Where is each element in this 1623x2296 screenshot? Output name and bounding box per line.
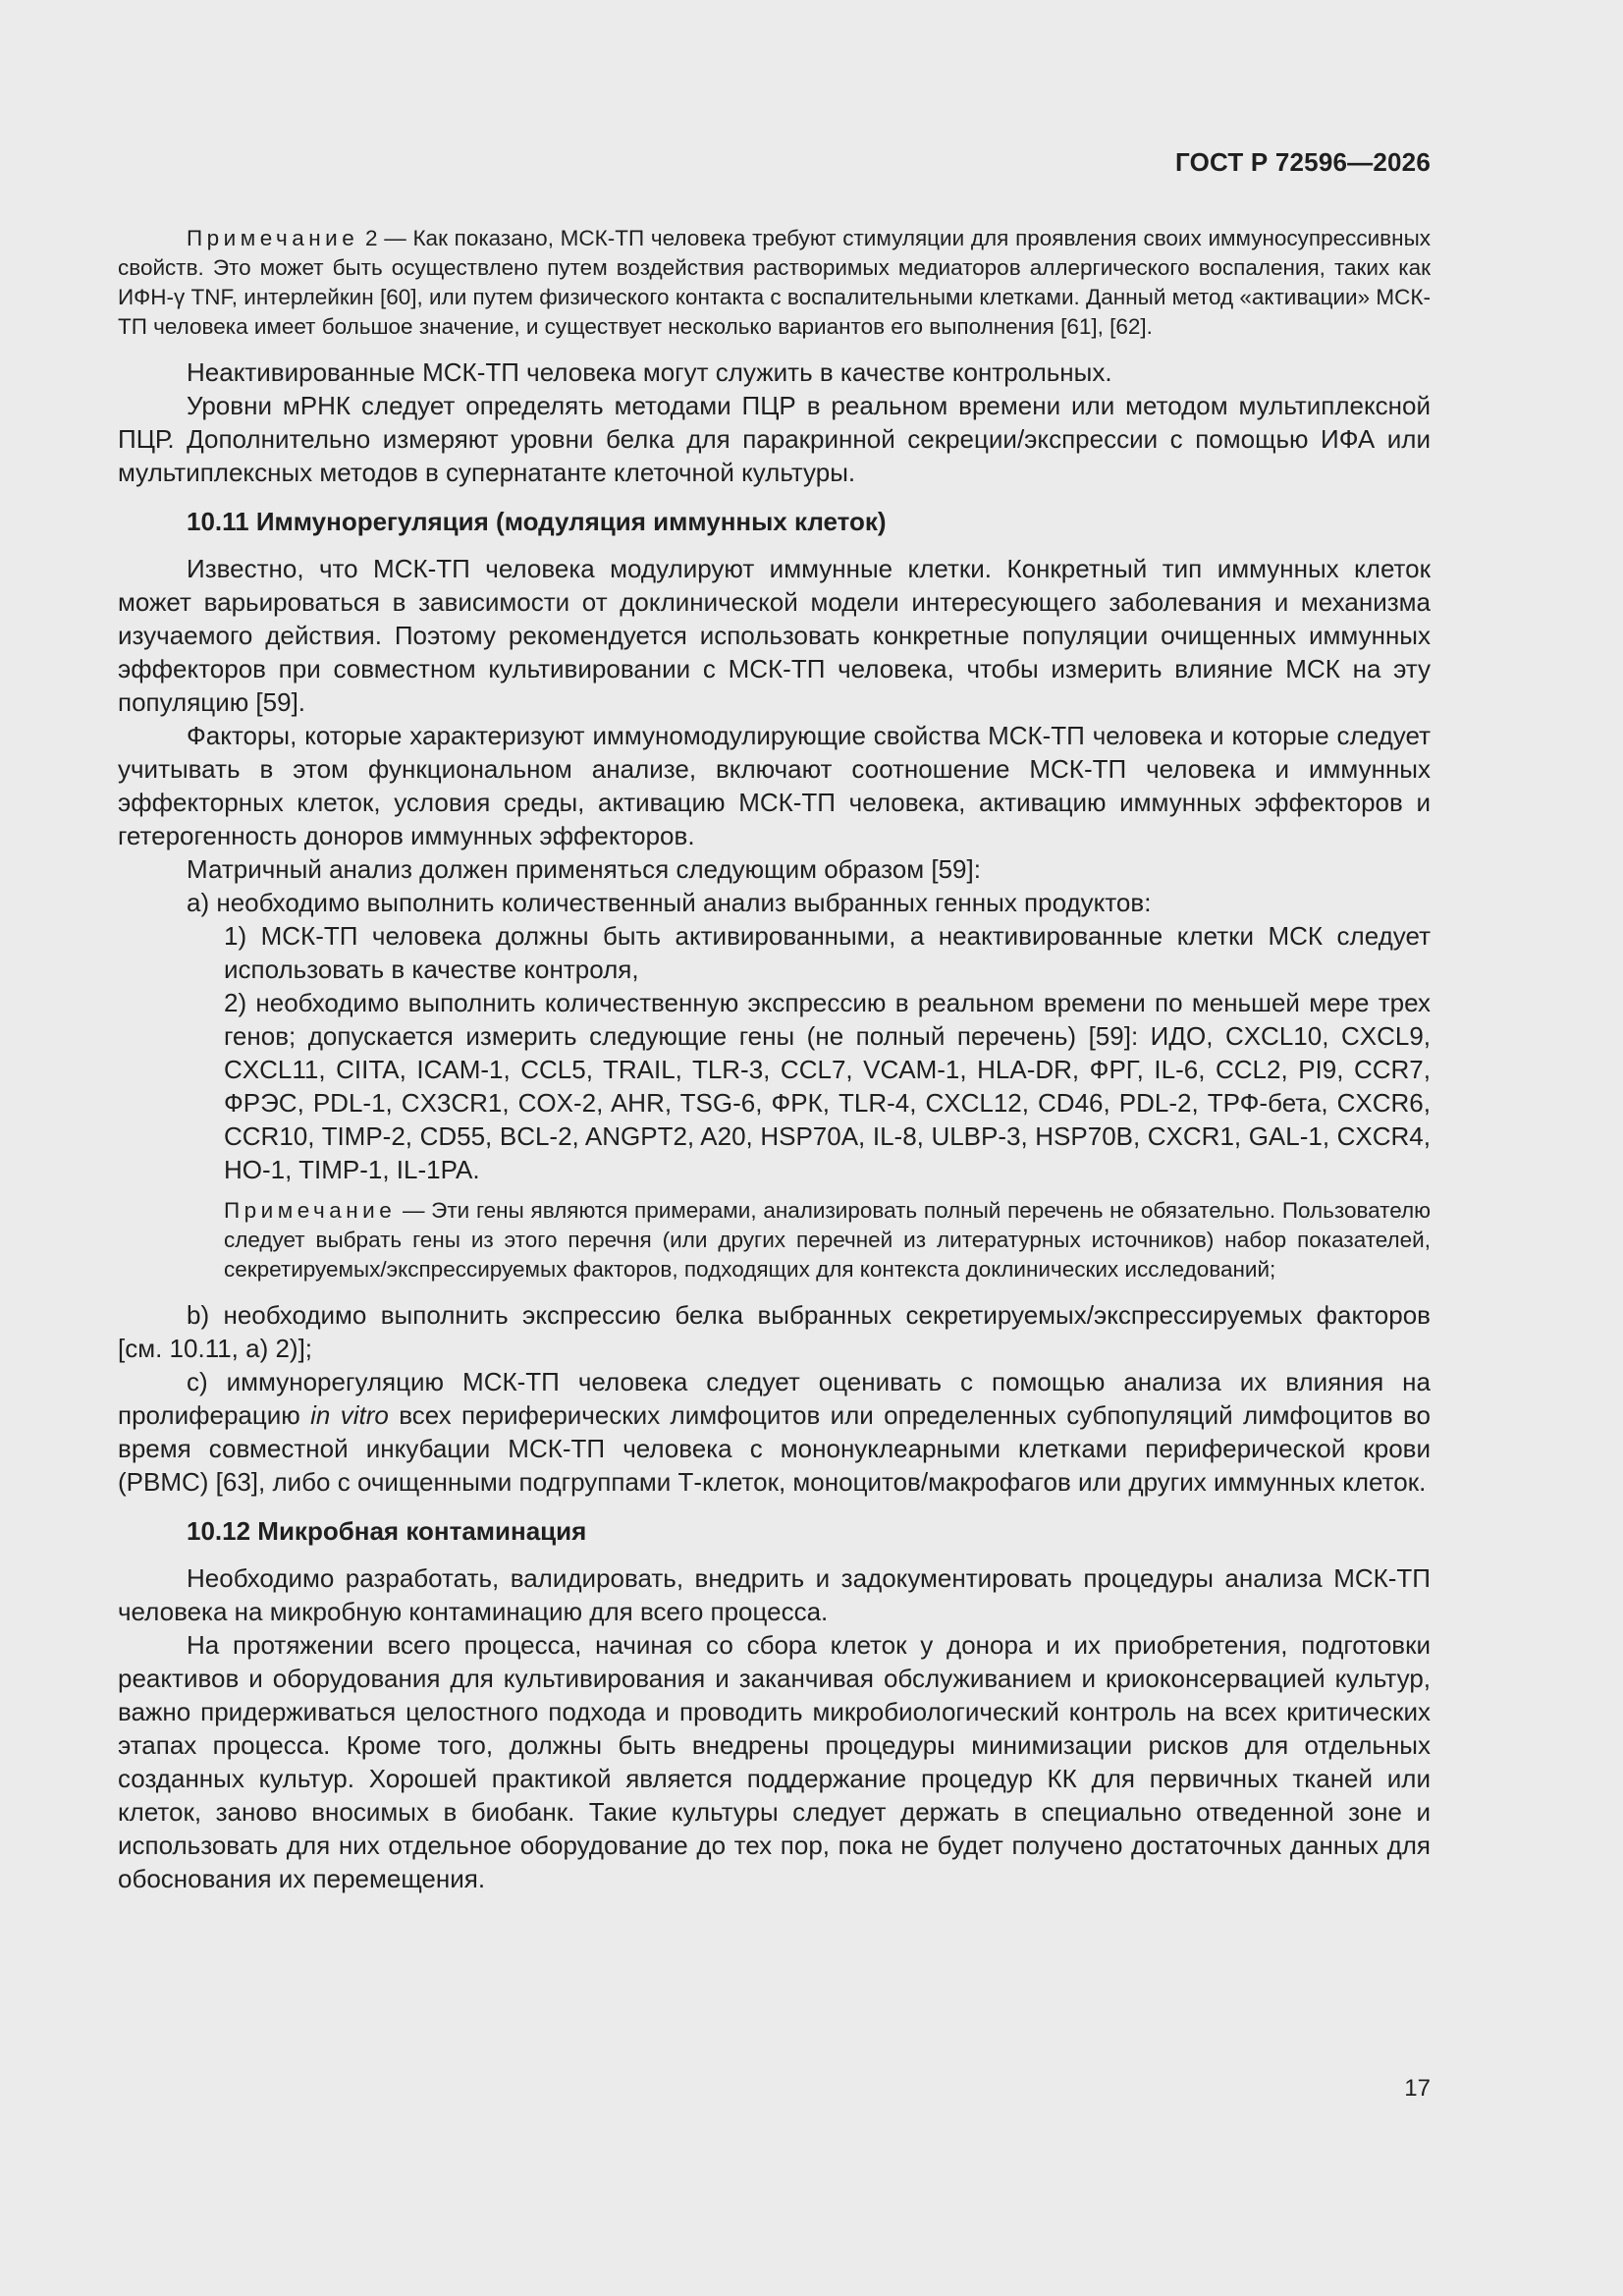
- list-item-a: а) необходимо выполнить количественный анализ выбранных генных продуктов:: [187, 888, 1152, 917]
- note-2: [118, 224, 1431, 342]
- paragraph: Необходимо разработать, валидировать, внедрить и задокументировать процедуры анализа МСК-ТП человека на микробную контаминацию для всего процесса.: [118, 1563, 1431, 1626]
- page-number: 17: [1404, 2075, 1431, 2102]
- list-item-b: b) необходимо выполнить экспрессию белка выбранных секретируемых/экспрессируемых факторов [см. 10.11, а) 2)];: [118, 1300, 1431, 1363]
- section-heading-10-11: 10.11 Иммунорегуляция (модуляция иммунных клеток): [187, 507, 887, 536]
- paragraph: Матричный анализ должен применяться следующим образом [59]:: [187, 854, 981, 884]
- paragraph: На протяжении всего процесса, начиная со сбора клеток у донора и их приобретения, подготовки реактивов и оборудования для культивирования и заканчивая обслуживанием и криоконсервацией культур, важно придерживаться целостного подхода и проводить микробиологический контроль на всех критических этапах процесса. Кроме того, должны быть внедрены процедуры минимизации рисков для отдельных созданных культур. Хорошей практикой является поддержание процедур КК для первичных тканей или клеток, заново вносимых в биобанк. Такие культуры следует держать в специально отведенной зоне и использовать для них отдельное оборудование до тех пор, пока не будет получено достаточных данных для обоснования их перемещения.: [118, 1630, 1431, 1893]
- sub-item-2: 2) необходимо выполнить количественную экспрессию в реальном времени по меньшей мере трех генов; допускается измерить следующие гены (не полный перечень) [59]: ИДО, CXCL10, CXCL9, CXCL11, CIITA, ICAM-1, CCL5, TRAIL, TLR-3, CCL7, VCAM-1, HLA-DR, ФРГ, IL-6, CCL2, PI9, CCR7, ФРЭС, PDL-1, CX3CR1, COX-2, AHR, TSG-6, ФРК, TLR-4, CXCL12, CD46, PDL-2, ТРФ-бета, CXCR6, CCR10, TIMP-2, CD55, BCL-2, ANGPT2, A20, HSP70A, IL-8, ULBP-3, HSP70B, CXCR1, GAL-1, CXCR4, HO-1, TIMP-1, IL-1PA.: [224, 988, 1431, 1184]
- document-body: [118, 224, 1431, 1895]
- paragraph: Неактивированные МСК-ТП человека могут служить в качестве контрольных.: [187, 357, 1112, 387]
- note-label: Примечание: [187, 226, 359, 250]
- note-text: — Эти гены являются примерами, анализировать полный перечень не обязательно. Пользователю следует выбрать гены из этого перечня (или других перечней из литературных источников) набор показателей, секретируемых/экспрессируемых факторов, подходящих для контекста доклинических исследований;: [224, 1198, 1431, 1282]
- sub-note: [224, 1196, 1431, 1285]
- italic-in-vitro: in vitro: [310, 1400, 389, 1430]
- note-text: — Как показано, МСК-ТП человека требуют стимуляции для проявления своих иммуносупрессивных свойств. Это может быть осуществлено путем воздействия растворимых медиаторов аллергического воспаления, таких как ИФН-γ TNF, интерлейкин [60], или путем физического контакта с воспалительными клетками. Данный метод «активации» МСК-ТП человека имеет большое значение, и существует несколько вариантов его выполнения [61], [62].: [118, 226, 1431, 339]
- paragraph: Известно, что МСК-ТП человека модулируют иммунные клетки. Конкретный тип иммунных клеток может варьироваться в зависимости от доклинической модели интересующего заболевания и механизма изучаемого действия. Поэтому рекомендуется использовать конкретные популяции очищенных иммунных эффекторов при совместном культивировании с МСК-ТП человека, чтобы измерить влияние МСК на эту популяцию [59].: [118, 554, 1431, 717]
- document-header: ГОСТ Р 72596—2026: [1175, 147, 1431, 177]
- sub-item-1: 1) МСК-ТП человека должны быть активированными, а неактивированные клетки МСК следует использовать в качестве контроля,: [224, 921, 1431, 984]
- note-label: Примечание: [224, 1198, 397, 1223]
- paragraph: Факторы, которые характеризуют иммуномодулирующие свойства МСК-ТП человека и которые следует учитывать в этом функциональном анализе, включают соотношение МСК-ТП человека и иммунных эффекторных клеток, условия среды, активацию МСК-ТП человека, активацию иммунных эффекторов и гетерогенность доноров иммунных эффекторов.: [118, 721, 1431, 850]
- list-item-c: с) иммунорегуляцию МСК-ТП человека следует оценивать с помощью анализа их влияния на пролиферацию in vitro всех периферических лимфоцитов или определенных субпопуляций лимфоцитов во время совместной инкубации МСК-ТП человека с мононуклеарными клетками периферической крови (PBMC) [63], либо с очищенными подгруппами Т-клеток, моноцитов/макрофагов или других иммунных клеток.: [118, 1367, 1432, 1497]
- paragraph: Уровни мРНК следует определять методами ПЦР в реальном времени или методом мультиплексной ПЦР. Дополнительно измеряют уровни белка для паракринной секреции/экспрессии с помощью ИФА или мультиплексных методов в супернатанте клеточной культуры.: [118, 391, 1431, 487]
- note-number: 2: [364, 226, 378, 250]
- section-heading-10-12: 10.12 Микробная контаминация: [187, 1516, 587, 1546]
